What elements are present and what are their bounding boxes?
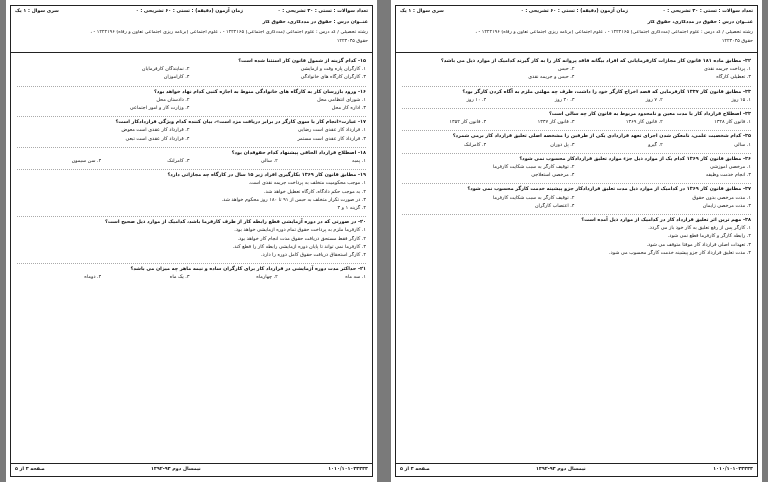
answer-option[interactable]: ۲. چهارماه bbox=[256, 274, 278, 281]
question-text: ۱۵- کدام گزینه از شمول قانون کار استثنا شده است؟ bbox=[238, 58, 366, 64]
question-item bbox=[402, 86, 751, 105]
question-text: ۴۸- مهم ترین اثر تعلیق قرارداد کار در کدامیک از موارد ذیل آمده است؟ bbox=[581, 217, 751, 224]
exam-page-right bbox=[391, 0, 762, 482]
answer-option[interactable]: ۲. توقیف کارگر به سبب شکایت کارفرما bbox=[492, 194, 575, 201]
answer-options bbox=[17, 227, 366, 258]
answer-option[interactable]: ۳. کامرلنک bbox=[167, 158, 190, 165]
question-item bbox=[402, 214, 751, 258]
answer-options bbox=[402, 97, 751, 103]
exam-code: ۱۰۱۰/۱۰۱۰۳۳۳۳۳ bbox=[713, 467, 753, 472]
answer-option[interactable]: ۱. مرخصی آموزشی bbox=[709, 164, 751, 171]
answer-options bbox=[402, 195, 751, 209]
answer-option[interactable]: ۱. ۱۵ روز bbox=[731, 96, 751, 103]
answer-option[interactable]: ۴. مرخصی استعلاجی bbox=[531, 172, 575, 179]
page-header bbox=[11, 6, 372, 53]
answer-option[interactable]: ۳. کارگران کارگاه های خانوادگی bbox=[300, 74, 366, 81]
answer-option[interactable]: ۴. کارگر استحقاق دریافت حقوق کامل دوره را دارد. bbox=[261, 252, 366, 259]
page-frame bbox=[10, 5, 373, 477]
question-text: ۲۰- در صورتی که در دوره آزمایشی قطع رابطه کار از طرف کارفرما باشد، کدامیک از موارد ذیل صحیح است؟ bbox=[105, 219, 366, 226]
question-item bbox=[17, 263, 366, 282]
answer-option[interactable]: ۳. یک ماه bbox=[169, 274, 190, 281]
answer-options bbox=[17, 180, 366, 211]
question-item bbox=[402, 108, 751, 127]
answer-options bbox=[402, 225, 751, 256]
question-item bbox=[17, 169, 366, 213]
answer-option[interactable]: ۴. مدت تعلیق قرارداد کار جزو پیشینه خدمت کارگر محسوب می شود. bbox=[608, 249, 751, 256]
exam-duration: زمان آزمون (دقیقه) : تستی : ۶۰ تشریحی : ۰ bbox=[520, 9, 628, 14]
answer-options bbox=[17, 158, 366, 164]
page-footer bbox=[396, 463, 757, 476]
page-frame bbox=[395, 5, 758, 477]
answer-option[interactable]: ۳. قانون کار ۱۳۴۷ bbox=[537, 119, 575, 126]
answer-option[interactable]: ۴. ۱۰ روز bbox=[466, 96, 487, 103]
course-title: عنــوان درس : حقوق در مددکاری، حقوق کار bbox=[647, 20, 753, 25]
question-text: ۱۸- اصطلاح قرارداد الحاقی پیشنهاد کدام حقوقدان بود؟ bbox=[231, 149, 366, 156]
answer-option[interactable]: ۱. کارگران پاره وقت و آزمایشی bbox=[300, 66, 366, 73]
answer-option[interactable]: ۲. گیرو bbox=[648, 141, 663, 148]
answer-option[interactable]: ۱. پمبه bbox=[351, 158, 366, 165]
field-code-extra: حقوق ۱۲۲۳۰۴۵ bbox=[721, 39, 753, 44]
answer-option[interactable]: ۲. توقیف کارگر به سبب شکایت کارفرما bbox=[492, 164, 575, 171]
answer-option[interactable]: ۳. ۳۰ روز bbox=[554, 96, 575, 103]
answer-option[interactable]: ۳. پل دوران bbox=[550, 141, 575, 148]
exam-duration: زمان آزمون (دقیقه) : تستی : ۶۰ تشریحی : ۰ bbox=[135, 9, 243, 14]
question-text: ۱۶- ورود بازرسان کار به کارگاه های خانوادگی منوط به اجازه کتبی کدام نهاد خواهد بود؟ bbox=[154, 88, 366, 95]
answer-option[interactable]: ۲. به موجب حکم دادگاه، کارگاه تعطیل خواهد شد. bbox=[264, 188, 366, 195]
answer-options bbox=[17, 127, 366, 141]
answer-option[interactable]: ۱. سه ماه bbox=[345, 274, 366, 281]
question-count: تعداد سوالات : تستی : ۳۰ تشریحی : ۰ bbox=[662, 9, 753, 14]
question-item bbox=[402, 183, 751, 211]
answer-option[interactable]: ۱. موجب محکومیت متخلف به پرداخت جریمه نقدی است. bbox=[248, 180, 366, 187]
answer-option[interactable]: ۱. قانون کار ۱۳۲۸ bbox=[714, 119, 751, 126]
page-number: صفحه ۴ از ۵ bbox=[400, 467, 430, 472]
answer-options bbox=[402, 142, 751, 148]
page-number: صفحه ۳ از ۵ bbox=[15, 467, 45, 472]
question-item bbox=[17, 116, 366, 144]
answer-option[interactable]: ۱. پرداخت جریمه نقدی bbox=[703, 66, 751, 73]
answer-option[interactable]: ۲. رابطه کارگر و کارفرما قطع نمی شود. bbox=[667, 233, 751, 240]
exam-page-left bbox=[6, 0, 377, 482]
answer-option[interactable]: ۲. سالی bbox=[260, 158, 278, 165]
answer-options bbox=[402, 164, 751, 178]
answer-option[interactable]: ۳. تعطیلی کارگاه bbox=[716, 74, 751, 81]
answer-option[interactable]: ۳. قرارداد کار عقدی است مستمر bbox=[297, 135, 366, 142]
question-item bbox=[402, 56, 751, 83]
answer-option[interactable]: ۲. ۷ روز bbox=[645, 96, 663, 103]
answer-option[interactable]: ۲. دادستان محل bbox=[156, 96, 190, 103]
field-code: رشته تحصیلی / کد درس : علوم اجتماعی (مددکاری اجتماعی) ۱۲۲۲۱۶۵ - ، علوم اجتماعی (برنامه ریزی اجتماعی تعاون و رفاه) ۱۲۲۲۱۹۶ - ، bbox=[90, 30, 368, 35]
answer-option[interactable]: ۱. مدت مرخصی بدون حقوق bbox=[692, 194, 751, 201]
question-text: ۴۶- مطابق قانون کار ۱۳۶۹ کدام یک از موارد ذیل جزء موارد تعلیق قراردادکار محسوب نمی شود؟ bbox=[519, 155, 751, 162]
answer-option[interactable]: ۴. حبس و جریمه نقدی bbox=[528, 74, 575, 81]
course-title: عنــوان درس : حقوق در مددکاری، حقوق کار bbox=[262, 20, 368, 25]
answer-option[interactable]: ۴. گزینه ۱ و ۳ bbox=[337, 205, 366, 212]
question-text: ۴۲- مطابق ماده ۱۸۱ قانون کار مجازات کارفرمایانی که افراد بیگانه فاقد پروانه کار را به کار گیرند کدامیک از موارد ذیل می باشد؟ bbox=[440, 58, 751, 64]
answer-option[interactable]: ۳. اداره کار محل bbox=[331, 105, 366, 112]
question-list bbox=[402, 56, 751, 462]
answer-option[interactable]: ۴. سن سیمون bbox=[71, 158, 102, 165]
answer-option[interactable]: ۲. نمایندگان کارفرمایان bbox=[141, 66, 190, 73]
answer-options bbox=[402, 66, 751, 80]
question-text: ۱۹- مطابق قانون کار ۱۳۶۹ بکارگیری افراد زیر ۱۵ سال در کارگاه چه مجازاتی دارد؟ bbox=[167, 172, 366, 179]
question-text: ۴۴- اصطلاح قرارداد کار با مدت معین و نامحدود مربوط به قانون کار چه سالی است؟ bbox=[548, 111, 751, 118]
answer-option[interactable]: ۴. قانون کار ۱۳۵۲ bbox=[449, 119, 487, 126]
answer-options bbox=[17, 97, 366, 111]
answer-option[interactable]: ۱. شورای انتظامی محل bbox=[317, 96, 366, 103]
question-item bbox=[17, 56, 366, 83]
question-count: تعداد سوالات : تستی : ۳۰ تشریحی : ۰ bbox=[277, 9, 368, 14]
term-label: نیمسال دوم ۹۳-۱۳۹۲ bbox=[536, 467, 586, 472]
question-item bbox=[402, 130, 751, 149]
field-code-extra: حقوق ۱۲۲۳۰۴۵ bbox=[336, 39, 368, 44]
exam-code: ۱۰۱۰/۱۰۱۰۳۳۳۳۳ bbox=[328, 467, 368, 472]
answer-option[interactable]: ۳. در صورت تکرار متخلف به حبس از ۹۱ تا ۱۸۰ روز محکوم خواهد شد. bbox=[221, 196, 366, 203]
question-item bbox=[17, 147, 366, 166]
question-series: سری سوال : ۱ یک bbox=[15, 9, 59, 14]
answer-option[interactable]: ۴. قرارداد کار عقدی است تبعی bbox=[125, 135, 190, 142]
answer-options bbox=[17, 66, 366, 80]
question-item bbox=[402, 153, 751, 181]
page-header bbox=[396, 6, 757, 53]
answer-option[interactable]: ۳. کارفرما نمی تواند تا پایان دوره آزمایشی رابطه کار را قطع کند. bbox=[232, 243, 366, 250]
question-text: ۲۱- حداکثر مدت دوره آزمایشی در قرارداد کار برای کارگران ساده و نیمه ماهر چه میزان می باشد؟ bbox=[130, 266, 366, 273]
question-series: سری سوال : ۱ یک bbox=[400, 9, 444, 14]
question-item bbox=[17, 216, 366, 260]
answer-option[interactable]: ۱. سالی bbox=[734, 141, 751, 148]
answer-option[interactable]: ۴. دوماه bbox=[84, 274, 102, 281]
answer-option[interactable]: ۱. قرارداد کار عقدی است رضایی bbox=[297, 127, 366, 134]
answer-option[interactable]: ۲. حبس bbox=[558, 66, 575, 73]
answer-option[interactable]: ۱. کارفرما ملزم به پرداخت حقوق تمام دوره آزمایشی خواهد بود. bbox=[234, 227, 366, 234]
question-list bbox=[17, 56, 366, 462]
field-code: رشته تحصیلی / کد درس : علوم اجتماعی (مددکاری اجتماعی) ۱۲۲۲۱۶۵ - ، علوم اجتماعی (برنامه ریزی اجتماعی تعاون و رفاه) ۱۲۲۲۱۹۶ - ، bbox=[475, 30, 753, 35]
answer-option[interactable]: ۴. اعتصاب کارگران bbox=[534, 202, 575, 209]
term-label: نیمسال دوم ۹۳-۱۳۹۲ bbox=[151, 467, 201, 472]
answer-options bbox=[402, 119, 751, 125]
answer-option[interactable]: ۳. انجام خدمت وظیفه bbox=[705, 172, 751, 179]
answer-options bbox=[17, 274, 366, 280]
question-item bbox=[17, 86, 366, 114]
answer-option[interactable]: ۲. قانون کار ۱۳۶۹ bbox=[625, 119, 663, 126]
answer-option[interactable]: ۳. تعهدات اصلی قرارداد کار موقتا متوقف می شود. bbox=[646, 241, 751, 248]
answer-option[interactable]: ۲. قرارداد کار عقدی است معوض bbox=[121, 127, 190, 134]
question-text: ۱۷- عبارت«انجام کار با سوی کارگر در برابر دریافت مزد است»، بیان کننده کدام ویژگی قراردادکار است؟ bbox=[115, 119, 366, 126]
answer-option[interactable]: ۴. وزارت کار و امور اجتماعی bbox=[129, 105, 190, 112]
answer-option[interactable]: ۱. کارگر پس از رفع تعلیق به کار خود باز می گردد. bbox=[648, 225, 751, 232]
answer-option[interactable]: ۴. کارآموزان bbox=[163, 74, 190, 81]
question-text: ۴۷- مطابق قانون کار ۱۳۶۹ در کدامیک از موارد ذیل مدت تعلیق قراردادکار جزو پیشینه خدمت کارگر محسوب نمی شود؟ bbox=[467, 186, 751, 193]
question-text: ۴۳- مطابق قانون کار ۱۳۴۷ کارفرمایی که قصد اخراج کارگر خود را داشت، ظرف چه مهلتی ملزم به آگاه کردن کارگر بود؟ bbox=[462, 88, 751, 95]
question-text: ۴۵- کدام شخصیت علمی، نامعکن شدن اجرای تعهد قراردادی یکی از طرفین را مشخصه اصلی تعلیق قرارداد کار برمی شمرد؟ bbox=[452, 133, 751, 140]
answer-option[interactable]: ۲. کارگر فقط مستحق دریافت حقوق مدت انجام کار خواهد بود. bbox=[237, 235, 366, 242]
answer-option[interactable]: ۳. مدت مرخصی زایمان bbox=[702, 202, 751, 209]
page-footer bbox=[11, 463, 372, 476]
answer-option[interactable]: ۴. کامرلنک bbox=[464, 141, 487, 148]
